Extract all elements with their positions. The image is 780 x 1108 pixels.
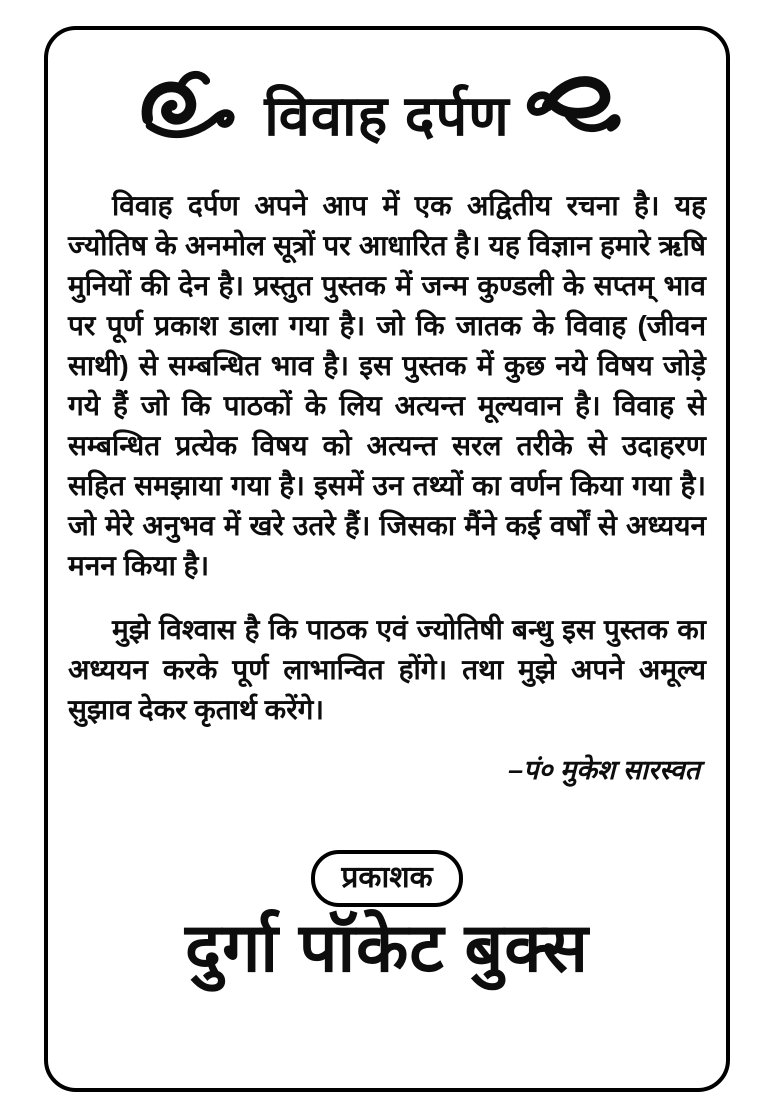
publisher-block [48,850,726,987]
intro-paragraph-1: विवाह दर्पण अपने आप में एक अद्वितीय रचना है। यह ज्योतिष के अनमोल सूत्रों पर आधारित है। यह विज्ञान हमारे ऋषि मुनियों की देन है। प्रस्तुत पुस्तक में जन्म कुण्डली के सप्तम् भाव पर पूर्ण प्रकाश डाला गया है। जो कि जातक के विवाह (जीवन साथी) से सम्बन्धित भाव है। इस पुस्तक में कुछ नये विषय जोड़े गये हैं जो कि पाठकों के लिय अत्यन्त मूल्यवान है। विवाह से सम्बन्धित प्रत्येक विषय को अत्यन्त सरल तरीके से उदाहरण सहित समझाया गया है। इसमें उन तथ्यों का वर्णन किया गया है। जो मेरे अनुभव में खरे उतरे हैं। जिसका मैंने कई वर्षों से अध्ययन मनन किया है। [68,190,706,581]
title-row [68,64,706,168]
flourish-right-icon [518,65,640,168]
page-border-frame [44,26,730,1092]
publisher-label-badge: प्रकाशक [311,850,462,907]
intro-paragraph-2: मुझे विश्वास है कि पाठक एवं ज्योतिषी बन्धु इस पुस्तक का अध्ययन करके पूर्ण लाभान्वित होंगे। तथा मुझे अपने अमूल्य सुझाव देकर कृतार्थ करेंगे। [68,614,706,725]
author-signature: –पं० मुकेश सारस्वत [508,755,700,785]
flourish-left-icon [134,65,256,168]
publisher-name: दुर्गा पॉकेट बुक्स [185,910,589,986]
book-title: विवाह दर्पण [264,84,510,148]
